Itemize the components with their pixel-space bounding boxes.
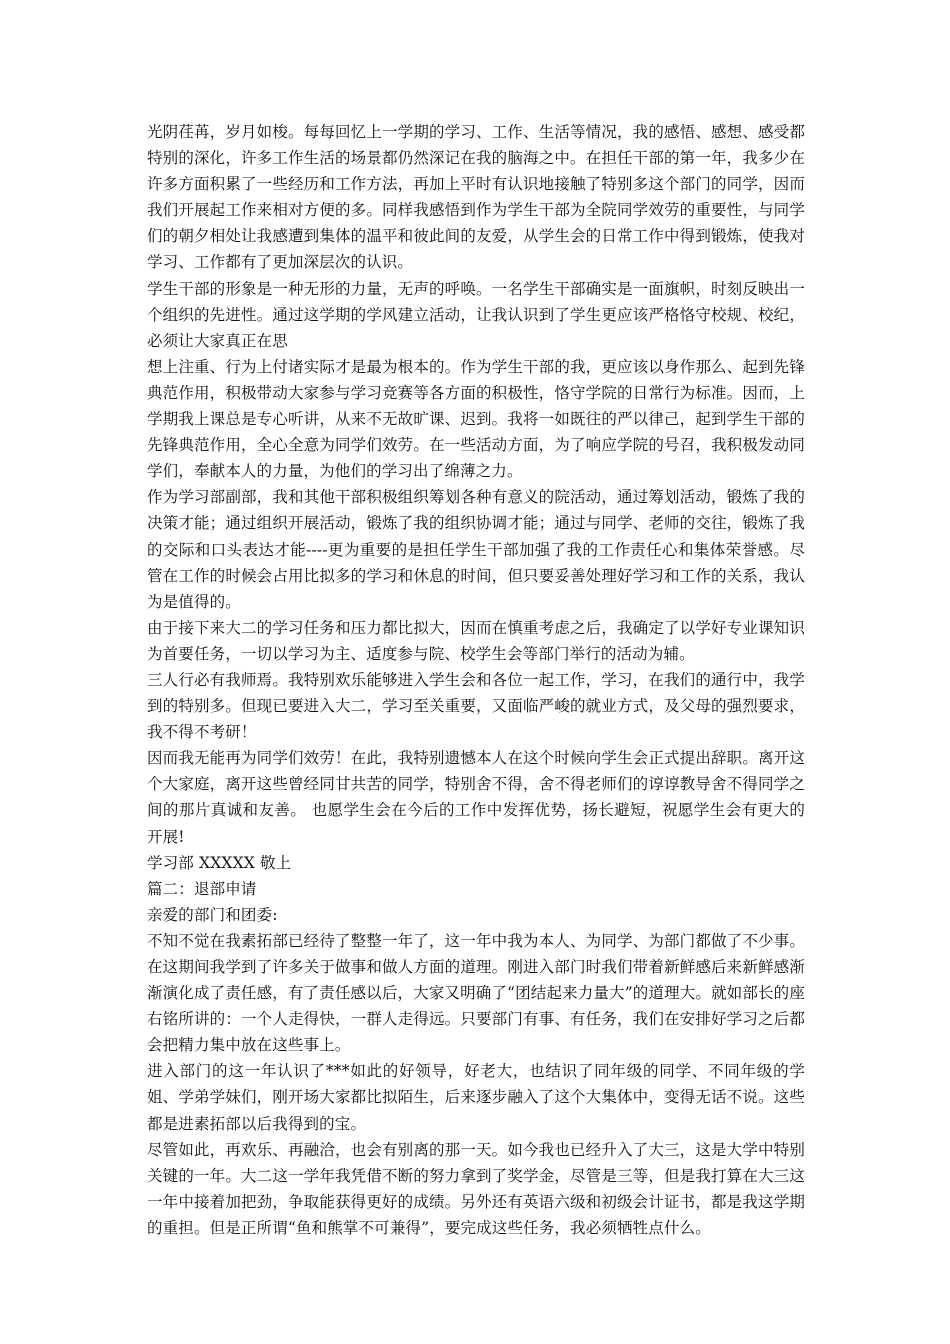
paragraph-vice-minister: 作为学习部副部，我和其他干部积极组织筹划各种有意义的院活动，通过筹划活动，锻炼了我的决策才能；通过组织开展活动，锻炼了我的组织协调才能；通过与同学、老师的交往，锻炼了我的交际和口头表达才能----更为重要的是担任学生干部加强了我的工作责任心和集体荣誉感。尽管在工作的时候会占用比拟多的学习和休息的时间，但只要妥善处理好学习和工作的关系，我认为是值得的。 (147, 488, 805, 611)
paragraph-farewell: 尽管如此，再欢乐、再融洽，也会有别离的那一天。如今我也已经升入了大三，这是大学中特别关键的一年。大二这一学年我凭借不断的努力拿到了奖学金，尽管是三等，但是我打算在大三这一年中接着加把劲，争取能获得更好的成绩。另外还有英语六级和初级会计证书，都是我这学期的重担。但是正所谓“鱼和熊掌不可兼得”，要完成这些任务，我必须牺牲点什么。 (147, 1140, 805, 1237)
section-heading: 篇二：退部申请 (147, 879, 257, 898)
paragraph-colleagues: 进入部门的这一年认识了***如此的好领导，好老大，也结识了同年级的同学、不同年级的学姐、学弟学妹们，刚开场大家都比拟陌生，后来逐步融入了这个大集体中，变得无话不说。这些都是进素拓部以后我得到的宝。 (147, 1062, 805, 1133)
paragraph-role-model: 想上注重、行为上付诸实际才是最为根本的。作为学生干部的我，更应该以身作那么、起到先锋典范作用，积极带动大家参与学习竞赛等各方面的积极性，恪守学院的日常行为标准。因而，上学期我上课总是专心听讲，从来不无故旷课、迟到。我将一如既往的严以律己，起到学生干部的先锋典范作用，全心全意为同学们效劳。在一些活动方面，为了响应学院的号召，我积极发动同学们，奉献本人的力量，为他们的学习出了绵薄之力。 (147, 357, 805, 481)
paragraph-resignation: 因而我无能再为同学们效劳！在此，我特别遗憾本人在这个时候向学生会正式提出辞职。离开这个大家庭，离开这些曾经同甘共苦的同学，特别舍不得，舍不得老师们的谆谆教导舍不得同学之间的那片真诚和友善。 也愿学生会在今后的工作中发挥优势，扬长避短，祝愿学生会有更大的开展! (147, 749, 805, 846)
document-body (147, 119, 805, 1241)
paragraph-priority: 由于接下来大二的学习任务和压力都比拟大，因而在慎重考虑之后，我确定了以学好专业课知识为首要任务，一切以学习为主、适度参与院、校学生会等部门举行的活动为辅。 (147, 618, 805, 663)
paragraph-postgraduate: 三人行必有我师焉。我特别欢乐能够进入学生会和各位一起工作，学习，在我们的通行中，我学到的特别多。但现已要进入大二，学习至关重要，又面临严峻的就业方式，及父母的强烈要求，我不得不考研！ (147, 670, 805, 742)
signature-line: 学习部 XXXXX 敬上 (147, 853, 292, 872)
paragraph-intro: 光阴荏苒，岁月如梭。每每回忆上一学期的学习、工作、生活等情况，我的感悟、感想、感受都特别的深化，许多工作生活的场景都仍然深记在我的脑海之中。在担任干部的第一年，我多少在许多方面积累了一些经历和工作方法，再加上平时有认识地接触了特别多这个部门的同学，因而我们开展起工作来相对方便的多。同样我感悟到作为学生干部为全院同学效劳的重要性，与同学们的朝夕相处让我感遭到集体的温平和彼此间的友爱，从学生会的日常工作中得到锻炼，使我对学习、工作都有了更加深层次的认识。 (147, 123, 805, 272)
paragraph-image: 学生干部的形象是一种无形的力量，无声的呼唤。一名学生干部确实是一面旗帜，时刻反映出一个组织的先进性。通过这学期的学风建立活动，让我认识到了学生更应该严格恪守校规、校纪，必须让大家真正在思 (147, 279, 805, 350)
paragraph-one-year: 不知不觉在我素拓部已经待了整整一年了，这一年中我为本人、为同学、为部门都做了不少事。在这期间我学到了许多关于做事和做人方面的道理。刚进入部门时我们带着新鲜感后来新鲜感渐渐演化成了责任感，有了责任感以后，大家又明确了“团结起来力量大”的道理大。就如部长的座右铭所讲的：一个人走得快，一群人走得远。只要部门有事、有任务，我们在安排好学习之后都会把精力集中放在这些事上。 (147, 931, 805, 1055)
salutation: 亲爱的部门和团委: (147, 905, 278, 924)
